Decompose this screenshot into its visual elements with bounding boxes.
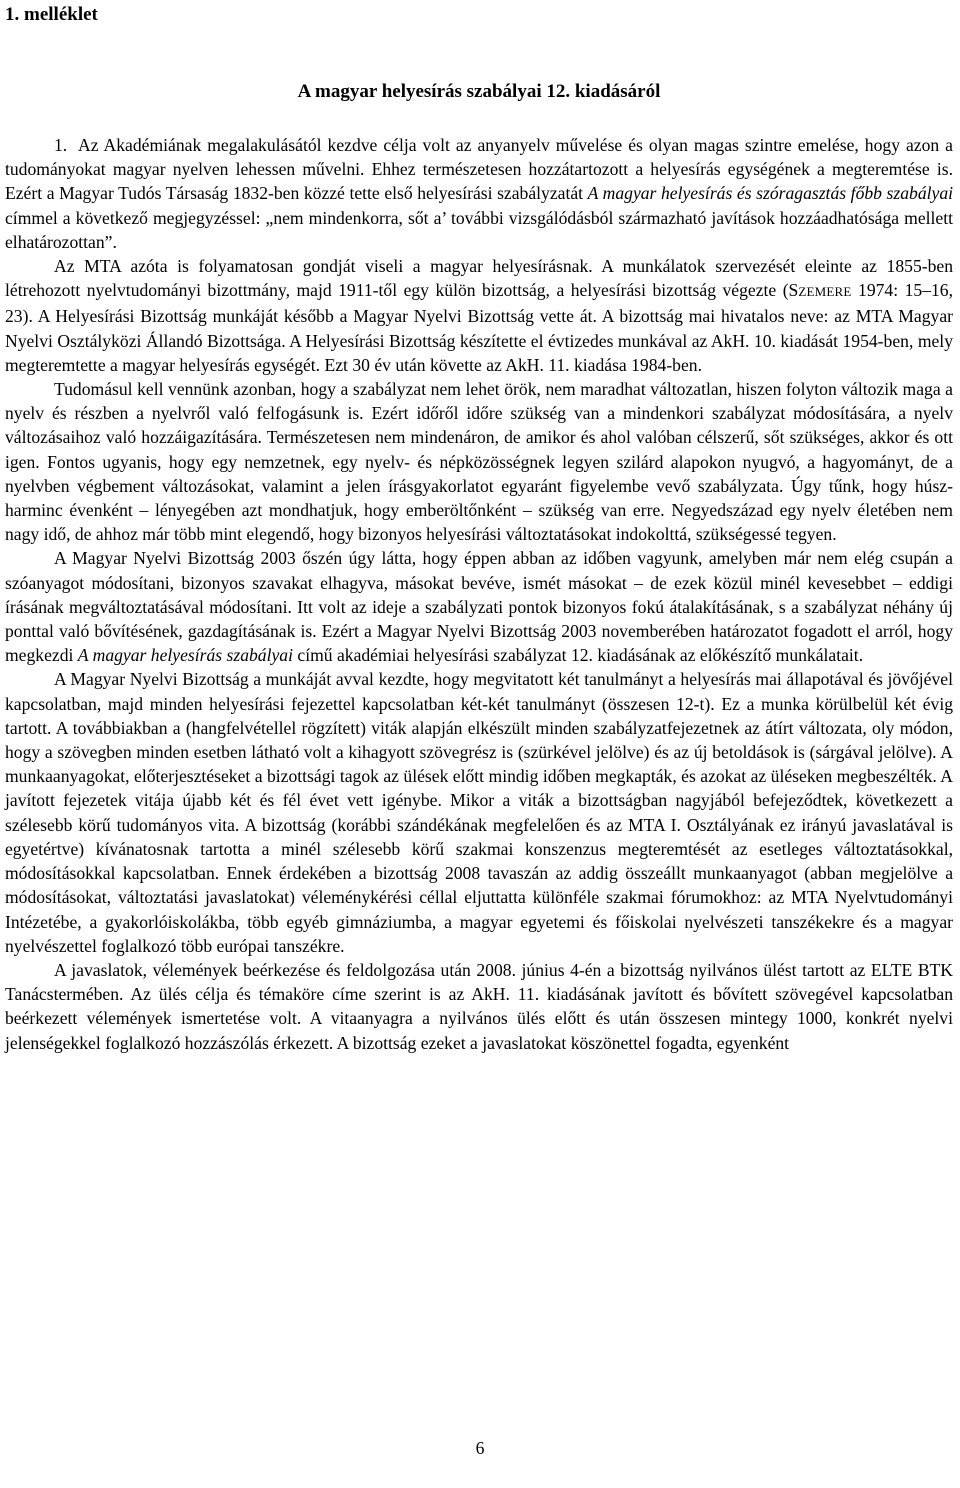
paragraph-2 <box>5 254 953 377</box>
annex-label: 1. melléklet <box>5 4 98 25</box>
document-page <box>5 0 953 1055</box>
paragraph-4 <box>5 546 953 667</box>
paragraph-1-text-a: Az Akadémiának megalakulásától kezdve célja volt az anyanyelv művelése és olyan magas szintre emelése, hogy azon a tudományokat magyar nyelven lehessen művelni. Ehhez természetesen hozzátartozott a helyesírás egységének a megteremtése is. Ezért a Magyar Tudós Társaság 1832-ben közzé tette első helyesírási szabályzatát <box>5 135 953 204</box>
document-body <box>5 133 953 1055</box>
paragraph-4-text-a: A Magyar Nyelvi Bizottság 2003 őszén úgy látta, hogy éppen abban az időben vagyunk, amelyben már nem elég csupán a szóanyagot módosítani, bizonyos szavakat elhagyva, másokat bevéve, ismét másokat – de ezek közül minél kevesebbet – eddigi írásának megváltoztatásával módosítani. Itt volt az ideje a szabályzati pontok bizonyos fokú átalakításának, s a szabályzat néhány új ponttal való bővítésének, gazdagításának is. Ezért a Magyar Nyelvi Bizottság 2003 novemberében határozatot fogadott el arról, hogy megkezdi <box>5 548 953 666</box>
paragraph-3: Tudomásul kell vennünk azonban, hogy a szabályzat nem lehet örök, nem maradhat változatlan, hiszen folyton változik maga a nyelv és részben a nyelvről való felfogásunk is. Ezért időről időre szükség van a mindenkori szabályzat módosítására, a nyelv változásaihoz való hozzáigazítására. Természetesen nem mindenáron, de amikor és ahol valóban célszerű, sőt szükséges, akkor és ott igen. Fontos ugyanis, hogy egy nemzetnek, egy nyelv- és népközösségnek legyen szilárd alapokon nyugvó, a hagyományt, de a nyelvben végbement változásokat, valamint a jelen írásgyakorlatot egyaránt figyelembe vevő szabályzata. Úgy tűnk, hogy húsz-harminc évenként – lényegében azt mondhatjuk, hogy emberöltőnként – szükség van erre. Negyedszázad egy nyelv életében nem nagy idő, de ahhoz már több mint elegendő, hogy bizonyos helyesírási változtatásokat indokolttá, szükségessé tegyen. <box>5 379 953 545</box>
section-number: 1. <box>54 135 68 155</box>
paragraph-4-italic-title: A magyar helyesírás szabályai <box>77 645 293 666</box>
paragraph-1-text-b: címmel a következő megjegyzéssel: „nem mindenkorra, sőt a’ további vizsgálódásból származható javítások hozzáadhatósága mellett elhatározottan”. <box>5 207 953 252</box>
section-number-wrap <box>5 133 78 157</box>
paragraph-2-text-a: Az MTA azóta is folyamatosan gondját viseli a magyar helyesírásnak. A munkálatok szervezését eleinte az 1855-ben létrehozott nyelvtudományi bizottmány, majd 1911-től egy külön bizottság, a helyesírási bizottság végezte (S <box>5 256 953 301</box>
paragraph-1 <box>5 133 953 254</box>
paragraph-1-italic-title: A magyar helyesírás és szóragasztás főbb szabályai <box>587 183 954 204</box>
paragraph-4-text-b: című akadémiai helyesírási szabályzat 12. kiadásának az előkészítő munkálatait. <box>292 645 864 666</box>
paragraph-6: A javaslatok, vélemények beérkezése és feldolgozása után 2008. június 4-én a bizottság nyilvános ülést tartott az ELTE BTK Tanácstermében. Az ülés célja és témaköre címe szerint is az AkH. 11. kiadásának javított és bővített szövegével kapcsolatban beérkezett vélemények ismertetése volt. A vitaanyagra a nyilvános ülés előtt és után összesen mintegy 1000, konkrét nyelvi jelenségekkel foglalkozó hozzászólás érkezett. A bizottság ezeket a javaslatokat köszönettel fogadta, egyenként <box>5 959 953 1053</box>
paragraph-5: A Magyar Nyelvi Bizottság a munkáját avval kezdte, hogy megvitatott két tanulmányt a helyesírás mai állapotával és jövőjével kapcsolatban, majd minden helyesírási fejezettel kapcsolatban két-két tanulmányt (összesen 12-t). Ez a munka körülbelül két évig tartott. A továbbiakban a (hangfelvétellel rögzített) viták alapján elkészült minden szabályzatfejezetnek az átírt változata, oly módon, hogy a szövegben minden esetben látható volt a kihagyott szövegrész is (szürkével jelölve) és az új betoldások is (sárgával jelölve). A munkaanyagokat, előterjesztéseket a bizottsági tagok az ülések előtt mindig időben megkapták, és azokat az üléseken megbeszélték. A javított fejezetek vitája újabb két és fél évet vett igénybe. Mikor a viták a bizottságban nagyjából befejeződtek, következett a szélesebb körű tudományos vita. A bizottság (korábbi szándékának megfelelően és az MTA I. Osztályának ez irányú javaslatával is egyetértve) kívánatosnak tartotta a minél szélesebb körű szakmai konszenzus megteremtését az esetleges változtatásokkal, módosításokkal kapcsolatban. Ennek érdekében a bizottság 2008 tavaszán az addig összeállt munkaanyagot (abban megjelölve a módosításokat, változtatási javaslatokat) véleménykérési céllal eljuttatta különféle szakmai fórumokhoz: az MTA Nyelvtudományi Intézetébe, a gyakorlóiskolákba, több egyéb gimnáziumba, a magyar egyetemi és főiskolai nyelvészeti tanszékekre és a magyar nyelvészettel foglalkozó több európai tanszékre. <box>5 669 953 956</box>
paragraph-2-smallcaps: ZEMERE <box>798 284 852 300</box>
page-number: 6 <box>475 1438 485 1458</box>
paragraph-2-text-b: 1974: 15–16, 23). A Helyesírási Bizottság munkáját később a Magyar Nyelvi Bizottság vette át. A bizottság mai hivatalos neve: az MTA Magyar Nyelvi Osztályközi Állandó Bizottsága. A Helyesírási Bizottság készítette el évtizedes munkával az AkH. 10. kiadását 1954-ben, mely megteremtette a magyar helyesírás egységét. Ezt 30 év után követte az AkH. 11. kiadása 1984-ben. <box>5 280 953 375</box>
document-title: A magyar helyesírás szabályai 12. kiadásáról <box>297 81 661 102</box>
